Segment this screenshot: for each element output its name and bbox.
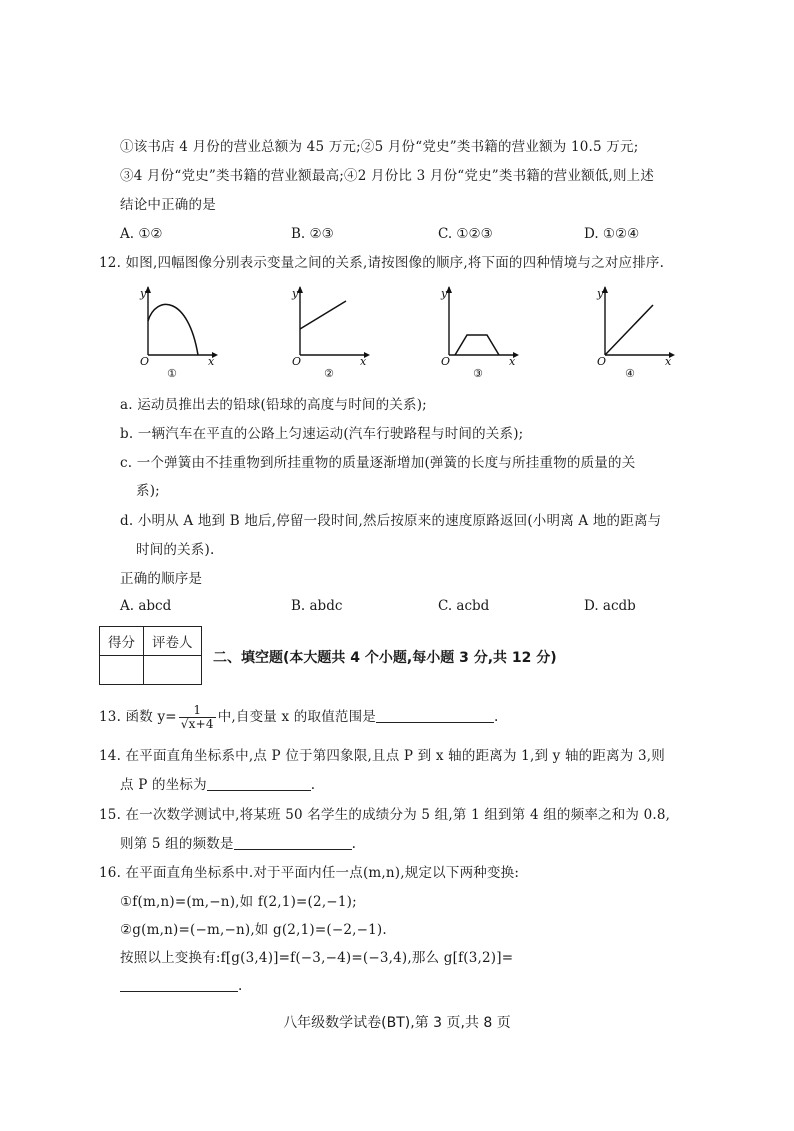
q16-answer-blank — [120, 977, 238, 992]
section-title: 二、填空题(本大题共 4 个小题,每小题 3 分,共 12 分) — [213, 650, 557, 666]
graph-2-origin: O — [292, 355, 302, 368]
q11-option-b: B. ②③ — [291, 226, 334, 242]
q15-end: . — [351, 836, 357, 852]
q15-answer-blank — [234, 835, 352, 850]
q12-option-a: A. abcd — [120, 598, 172, 614]
q16-line2: ①f(m,n)=(m,−n),如 f(2,1)=(2,−1); — [120, 894, 357, 910]
graph-4-y-label: y — [597, 287, 604, 300]
q12-situation-d-line2: 时间的关系). — [136, 542, 215, 558]
graph-3-x-label: x — [509, 355, 516, 368]
score-table-cell-grader — [144, 656, 202, 685]
graph-3-y-label: y — [441, 287, 448, 300]
q13-fraction-denominator: √x+4 — [180, 717, 214, 731]
q12-option-b: B. abdc — [291, 598, 343, 614]
q11-option-c: C. ①②③ — [438, 226, 493, 242]
graph-1-x-label: x — [208, 355, 215, 368]
q13-end: . — [494, 709, 499, 725]
score-table-cell-score — [100, 656, 144, 685]
q16-line1: 16. 在平面直角坐标系中.对于平面内任一点(m,n),规定以下两种变换: — [99, 865, 520, 881]
q12-situation-c-line1: c. 一个弹簧由不挂重物到所挂重物的质量逐渐增加(弹簧的长度与所挂重物的质量的关 — [120, 455, 636, 471]
graph-2-label: ② — [324, 367, 334, 380]
q14-end: . — [310, 777, 316, 793]
q13-fraction-numerator: 1 — [179, 704, 216, 718]
graph-3-origin: O — [441, 355, 451, 368]
q15-line2-text: 则第 5 组的频数是 — [120, 836, 234, 852]
q11-statement-line3: 结论中正确的是 — [120, 197, 216, 213]
score-table — [99, 626, 202, 685]
q16-end: . — [238, 978, 243, 994]
q13 — [99, 704, 499, 731]
q16-line4: 按照以上变换有:f[g(3,4)]=f(−3,−4)=(−3,4),那么 g[f(3,2)]= — [120, 950, 514, 966]
graph-2-x-label: x — [360, 355, 367, 368]
q12-prompt: 正确的顺序是 — [120, 571, 203, 587]
q11-option-a: A. ①② — [120, 226, 163, 242]
graph-4 — [597, 285, 677, 384]
graph-4-x-label: x — [665, 355, 672, 368]
q11-statement-line2: ③4 月份“党史”类书籍的营业额最高;④2 月份比 3 月份“党史”类书籍的营业额低,则上述 — [120, 168, 655, 184]
graph-1-arch-curve — [148, 304, 198, 355]
q16-line3: ②g(m,n)=(−m,−n),如 g(2,1)=(−2,−1). — [120, 922, 387, 938]
q12-option-d: D. acdb — [584, 598, 636, 614]
q12-situation-c-line2: 系); — [136, 483, 160, 499]
q14-answer-blank — [207, 776, 311, 791]
q14-line1: 14. 在平面直角坐标系中,点 P 位于第四象限,且点 P 到 x 轴的距离为 1,到 y 轴的距离为 3,则 — [99, 748, 665, 764]
score-table-header-grader: 评卷人 — [144, 627, 202, 656]
q13-answer-blank — [376, 708, 494, 723]
graph-4-origin: O — [597, 355, 607, 368]
graph-2-y-label: y — [292, 287, 299, 300]
q12-situation-a: a. 运动员推出去的铅球(铅球的高度与时间的关系); — [120, 397, 427, 413]
q13-fraction — [179, 704, 216, 731]
graph-1 — [140, 285, 220, 384]
graph-4-label: ④ — [625, 367, 635, 380]
graph-3-label: ③ — [473, 367, 483, 380]
q15-line1: 15. 在一次数学测试中,将某班 50 名学生的成绩分为 5 组,第 1 组到第 4 组的频率之和为 0.8, — [99, 807, 671, 823]
graph-2 — [292, 285, 372, 384]
q15-line2 — [120, 834, 356, 854]
q11-statement-line1: ①该书店 4 月份的营业总额为 45 万元;②5 月份“党史”类书籍的营业额为 10.5 万元; — [120, 139, 639, 155]
q12-stem: 12. 如图,四幅图像分别表示变量之间的关系,请按图像的顺序,将下面的四种情境与之对应排序. — [99, 255, 665, 271]
q12-situation-d-line1: d. 小明从 A 地到 B 地后,停留一段时间,然后按原来的速度原路返回(小明离 A 地的距离与 — [120, 513, 662, 529]
graph-3 — [441, 285, 521, 384]
score-table-header-score: 得分 — [100, 627, 144, 656]
graph-2-line — [300, 301, 346, 329]
q13-post: 中,自变量 x 的取值范围是 — [217, 709, 376, 725]
graph-1-y-label: y — [140, 287, 147, 300]
q13-pre: 13. 函数 y= — [99, 709, 177, 725]
q12-option-c: C. acbd — [438, 598, 490, 614]
page-footer: 八年级数学试卷(BT),第 3 页,共 8 页 — [283, 1015, 511, 1031]
q11-option-d: D. ①②④ — [584, 226, 640, 242]
graph-1-label: ① — [167, 367, 177, 380]
graph-3-trapezoid — [455, 335, 499, 355]
graph-4-line — [605, 305, 653, 355]
q14-line2 — [120, 775, 315, 795]
q16-line5 — [120, 976, 243, 996]
q14-line2-text: 点 P 的坐标为 — [120, 777, 207, 793]
q12-situation-b: b. 一辆汽车在平直的公路上匀速运动(汽车行驶路程与时间的关系); — [120, 426, 524, 442]
graph-1-origin: O — [140, 355, 150, 368]
